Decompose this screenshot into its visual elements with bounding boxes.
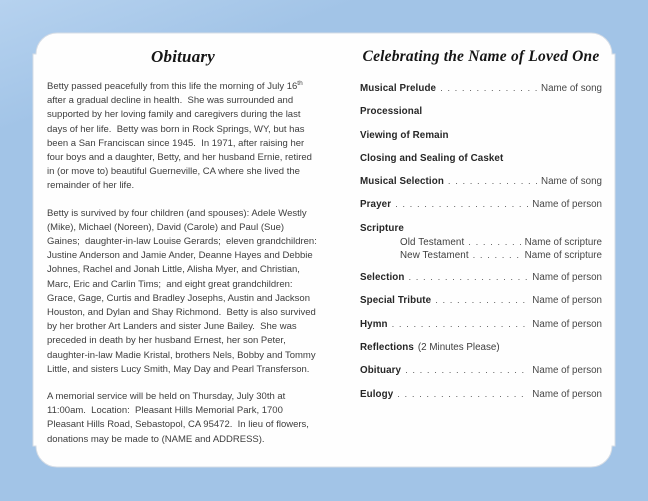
dot-leader (395, 198, 528, 212)
dot-leader (468, 236, 520, 249)
program-item-label: Viewing of Remain (360, 129, 449, 141)
program-item-label: Eulogy (360, 388, 394, 400)
program-item-label: Processional (360, 106, 423, 118)
dot-leader (440, 82, 537, 96)
program-list (360, 82, 602, 401)
program-item (360, 341, 602, 355)
obituary-paragraph-1 (47, 80, 319, 194)
dot-leader (473, 249, 521, 262)
program-subitem-label: New Testament (400, 249, 469, 261)
program-item (360, 318, 602, 332)
program-item (360, 175, 602, 189)
dot-leader (408, 271, 528, 285)
obituary-title: Obituary (151, 47, 215, 66)
program-item-value: Name of person (532, 199, 602, 211)
program-item-value: Name of person (532, 365, 602, 377)
program-item-label: Special Tribute (360, 295, 432, 307)
program-item (360, 105, 602, 119)
program-item-label: Musical Selection (360, 176, 444, 188)
program-item-label: Prayer (360, 199, 392, 211)
dot-leader (392, 318, 529, 332)
program-item-label: Obituary (360, 365, 402, 377)
obituary-p1-text: Betty passed peacefully from this life the morning of July 16 (47, 81, 298, 92)
dot-leader (448, 175, 537, 189)
program-item (360, 129, 602, 143)
program-item-value: Name of song (541, 176, 602, 188)
dot-leader (405, 364, 528, 378)
program-subitem (400, 249, 602, 262)
obituary-paragraph-2: Betty is survived by four children (and spouses): Adele Westly (Mike), Michael (Noreen), David (Carole) and Paul (Sue) Gaines; daughter-in-law Louise Gerards; eleven grandchildren: Justine Anderson and Jamie Ander, Deanne Hayes and Debbie Johnes, Rachel and Jonah Little, Alisha Myer, and Christian, Marc, Eric and Carlin Tims; and eight great grandchildren: Grace, Gage, Curtis and Bradley Josephs, Austin and Jackson Houston, and Dylan and Shay Richmond. Betty is also survived by her brother Art Landers and sister June Bailey. She was preceded in death by her husband Ernest, her son Peter, daughter-in-law Madie Kristal, brothers Nels, Bobby and Tommy Little, and sisters Lucy Smith, May Day and Pearl Transferson. (47, 207, 320, 375)
program-item-value: Name of person (532, 272, 602, 284)
program-item-label: Hymn (360, 318, 388, 330)
program-subitem-label: Old Testament (400, 236, 465, 248)
order-of-service-title: Celebrating the Name of Loved One (362, 48, 600, 65)
program-item-label: Selection (360, 272, 405, 284)
program-item-value: Name of person (532, 388, 602, 400)
program-item (360, 222, 602, 262)
program-subitem-value: Name of scripture (524, 249, 602, 261)
program-item (360, 364, 602, 378)
program-item-value: Name of song (541, 83, 602, 94)
obituary-body (47, 80, 319, 447)
program-item-label: Musical Prelude (360, 83, 437, 94)
order-of-service-column (360, 44, 602, 468)
program-item-label: Reflections (360, 341, 414, 353)
program-item (360, 82, 602, 96)
obituary-p1-text-cont: after a gradual decline in health. She was surrounded and supported by her loving family and caregivers during the last days of her life. Betty was born in Rock Springs, WY, but has been a San Franciscan since 1945. In 1971, after raising her four boys and a daughter, Betty, and her husband Ernie, retired in (or move to) beautiful Guerneville, CA where she lived the remainder of her life. (47, 81, 315, 192)
program-subitem-value: Name of scripture (524, 236, 602, 248)
program-item (360, 198, 602, 212)
program-card (33, 33, 616, 468)
program-item-label: Closing and Sealing of Casket (360, 152, 504, 164)
dot-leader (435, 294, 528, 308)
program-item-value: Name of person (532, 318, 602, 330)
program-item (360, 388, 602, 402)
program-item (360, 271, 602, 285)
program-item (360, 294, 602, 308)
ordinal-superscript: th (297, 79, 303, 87)
program-subitem (400, 236, 602, 249)
obituary-column (47, 44, 319, 468)
program-item-note: (2 Minutes Please) (417, 341, 500, 353)
obituary-paragraph-3: A memorial service will be held on Thursday, July 30th at 11:00am. Location: Pleasant Hills Memorial Park, 1700 Pleasant Hills Road, Sebastopol, CA 95472. In lieu of flowers, donations may be made to (NAME and ADDRESS). (47, 391, 312, 445)
program-item-label: Scripture (360, 222, 404, 234)
program-item (360, 152, 602, 166)
dot-leader (397, 388, 528, 402)
program-item-value: Name of person (532, 295, 602, 307)
